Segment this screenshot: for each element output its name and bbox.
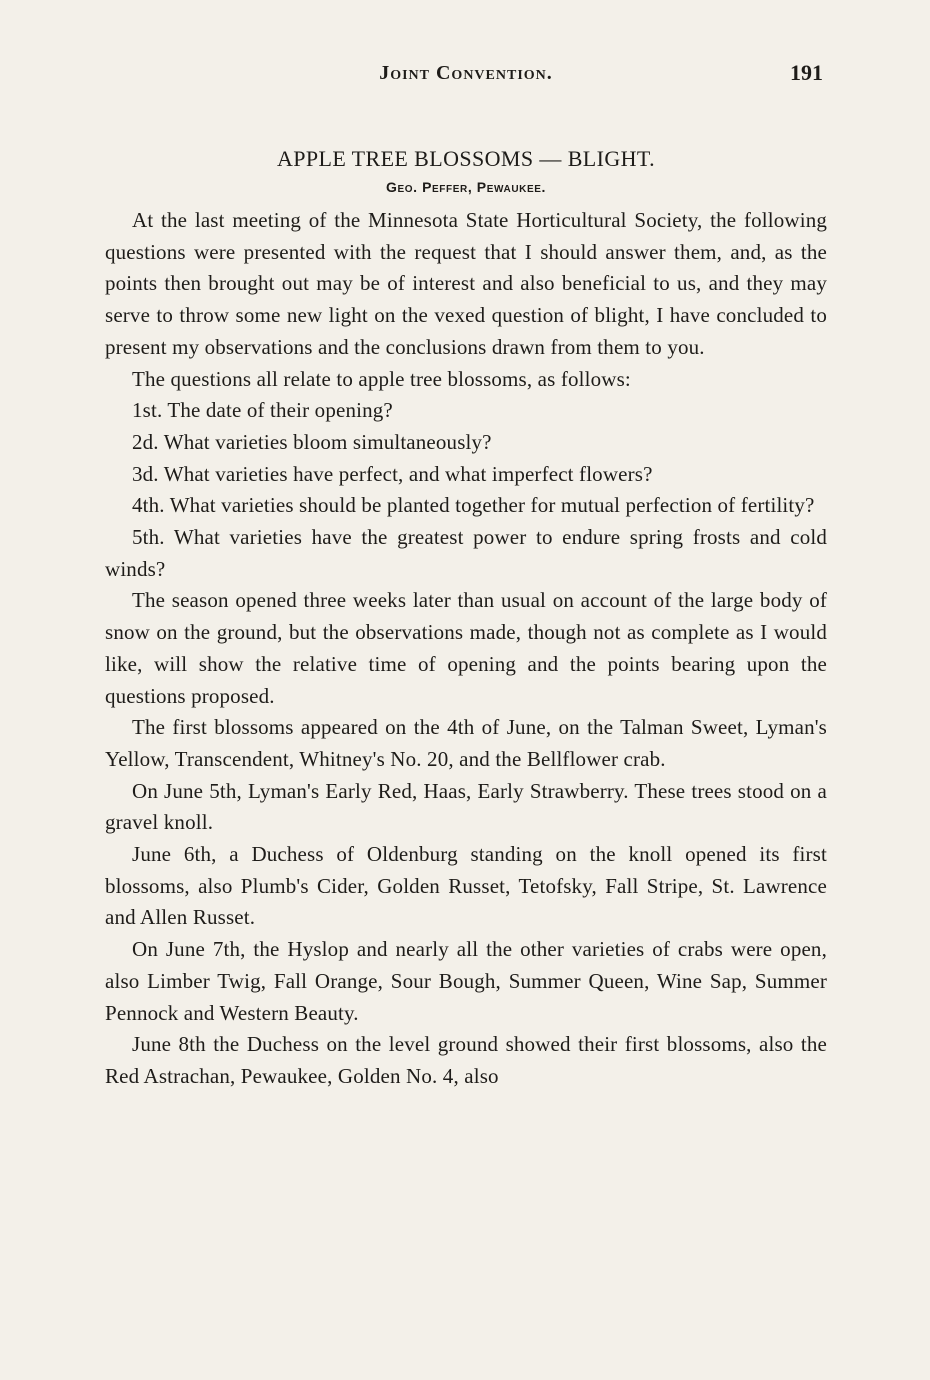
paragraph-june-6: June 6th, a Duchess of Oldenburg standing on the knoll opened its first blossoms, also Plumb's Cider, Golden Russet, Tetofsky, Fall Stripe, St. Lawrence and Allen Russet.	[105, 842, 827, 930]
question-3: 3d. What varieties have perfect, and what imperfect flowers?	[132, 461, 653, 486]
paragraph-season: The season opened three weeks later than usual on account of the large body of snow on the ground, but the observations made, though not as complete as I would like, will show the relative time of opening and the points bearing upon the questions proposed.	[105, 588, 827, 708]
article-body	[105, 205, 827, 1093]
question-5: 5th. What varieties have the greatest power to endure spring frosts and cold winds?	[105, 525, 827, 581]
question-1: 1st. The date of their opening?	[132, 398, 393, 423]
running-title: Joint Convention.	[379, 62, 553, 84]
question-2: 2d. What varieties bloom simultaneously?	[132, 429, 492, 454]
page-number: 191	[790, 60, 823, 85]
running-header	[105, 58, 827, 94]
paragraph-questions-intro: The questions all relate to apple tree blossoms, as follows:	[132, 366, 631, 391]
book-page	[105, 58, 827, 1093]
question-4: 4th. What varieties should be planted together for mutual perfection of fertility?	[132, 493, 815, 518]
author-byline: Geo. Peffer, Pewaukee.	[385, 179, 546, 195]
paragraph-june-7: On June 7th, the Hyslop and nearly all the other varieties of crabs were open, also Limber Twig, Fall Orange, Sour Bough, Summer Queen, Wine Sap, Summer Pennock and Western Beauty.	[105, 937, 827, 1025]
article-title: APPLE TREE BLOSSOMS — BLIGHT.	[276, 146, 656, 171]
paragraph-june-4: The first blossoms appeared on the 4th of June, on the Talman Sweet, Lyman's Yellow, Transcendent, Whitney's No. 20, and the Bellflower crab.	[105, 715, 827, 771]
paragraph-june-8: June 8th the Duchess on the level ground showed their first blossoms, also the Red Astrachan, Pewaukee, Golden No. 4, also	[105, 1032, 827, 1088]
paragraph-june-5: On June 5th, Lyman's Early Red, Haas, Early Strawberry. These trees stood on a gravel knoll.	[105, 778, 827, 835]
paragraph-intro: At the last meeting of the Minnesota State Horticultural Society, the following questions were presented with the request that I should answer them, and, as the points then brought out may be of interest and also beneficial to us, and they may serve to throw some new light on the vexed question of blight, I have concluded to present my observations and the conclusions drawn from them to you.	[105, 208, 827, 359]
